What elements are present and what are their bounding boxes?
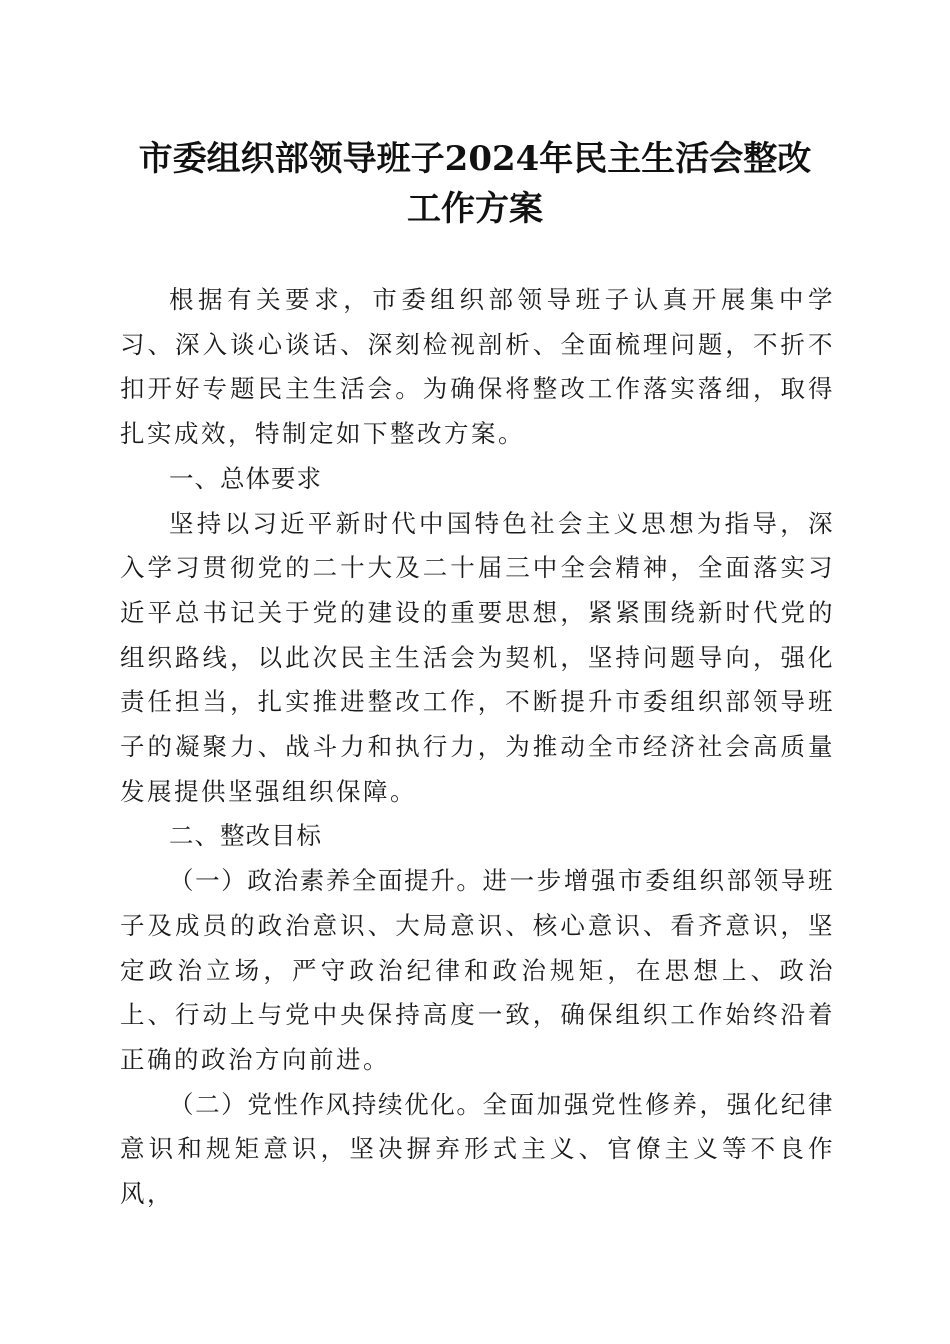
goal-item-1-text: 进一步增强市委组织部领导班子及成员的政治意识、大局意识、核心意识、看齐意识，坚定政治立场，严守政治纪律和政治规矩，在思想上、政治上、行动上与党中央保持高度一致，确保组织工作始终沿着正确的政治方向前进。 xyxy=(120,866,835,1074)
section-heading-rectification-goals: 二、整改目标 xyxy=(169,821,322,851)
goal-item-1-lead: （一）政治素养全面提升。 xyxy=(169,866,483,896)
title-line-2: 工作方案 xyxy=(407,189,543,229)
title-line-1: 市委组织部领导班子2024年民主生活会整改 xyxy=(138,139,812,179)
document-body xyxy=(120,278,835,1217)
intro-paragraph: 根据有关要求，市委组织部领导班子认真开展集中学习、深入谈心谈话、深刻检视剖析、全面梳理问题，不折不扣开好专题民主生活会。为确保将整改工作落实落细，取得扎实成效，特制定如下整改方案。 xyxy=(120,285,835,449)
document-title xyxy=(100,134,850,234)
section-paragraph-overall-requirements: 坚持以习近平新时代中国特色社会主义思想为指导，深入学习贯彻党的二十大及二十届三中全会精神，全面落实习近平总书记关于党的建设的重要思想，紧紧围绕新时代党的组织路线，以此次民主生活会为契机，坚持问题导向，强化责任担当，扎实推进整改工作，不断提升市委组织部领导班子的凝聚力、战斗力和执行力，为推动全市经济社会高质量发展提供坚强组织保障。 xyxy=(120,508,835,806)
goal-item-2-lead: （二）党性作风持续优化。 xyxy=(169,1089,483,1119)
goal-item-1 xyxy=(120,859,835,1083)
goal-item-2 xyxy=(120,1083,835,1217)
goal-item-2-text: 全面加强党性修养，强化纪律意识和规矩意识，坚决摒弃形式主义、官僚主义等不良作风， xyxy=(120,1089,835,1209)
section-heading-overall-requirements: 一、总体要求 xyxy=(169,463,322,493)
